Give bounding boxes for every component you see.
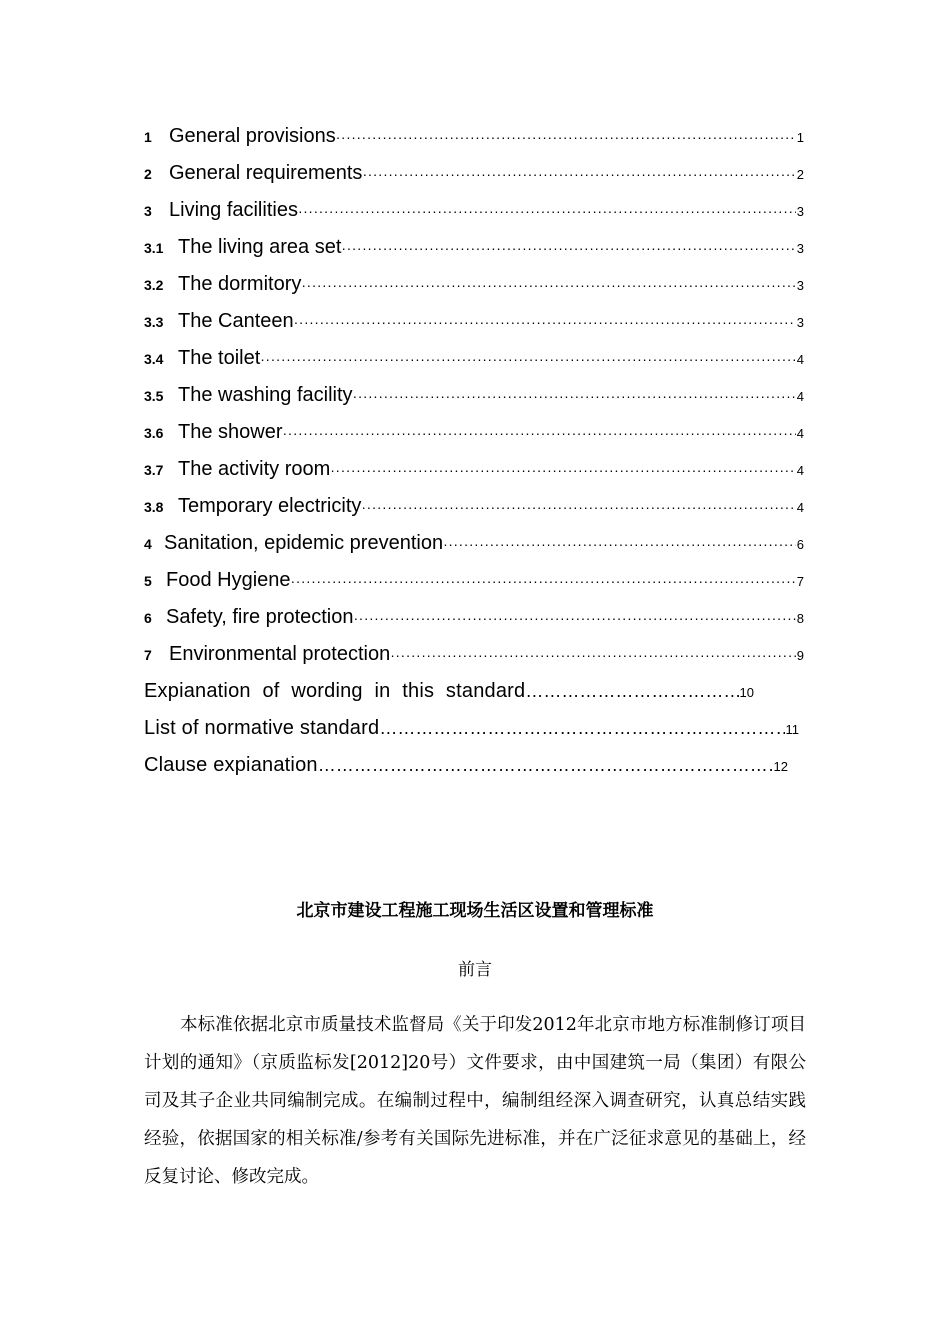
toc-dot-leader <box>443 526 796 562</box>
toc-entry-title: The Canteen <box>178 310 294 332</box>
toc-entry-title: List of normative standard <box>144 717 380 739</box>
toc-entry[interactable] <box>144 747 788 784</box>
toc-entry-title: Sanitation, epidemic prevention <box>164 532 444 554</box>
toc-entry-page: 3 <box>796 278 804 293</box>
toc-dot-leader <box>361 489 795 525</box>
toc-entry[interactable] <box>144 488 804 525</box>
toc-entry-number: 3.8 <box>144 499 164 515</box>
toc-entry-number: 6 <box>144 610 152 626</box>
toc-entry[interactable] <box>144 303 804 340</box>
toc-entry[interactable] <box>144 414 804 451</box>
toc-entry-number: 4 <box>144 536 152 552</box>
preface-paragraph: 本标准依据北京市质量技术监督局《关于印发2012年北京市地方标准制修订项目计划的通知》（京质监标发[2012]20号）文件要求，由中国建筑一局（集团）有限公司及其子企业共同编制完成。在编制过程中，编制组经深入调查研究，认真总结实践经验，依据国家的相关标准/参考有关国际先进标准，并在广泛征求意见的基础上，经反复讨论、修改完成。 <box>144 1015 806 1187</box>
toc-entry-number: 7 <box>144 647 152 663</box>
toc-entry-page: 6 <box>796 537 804 552</box>
toc-entry-page: 12 <box>773 759 788 774</box>
toc-entry[interactable] <box>144 192 804 229</box>
toc-dot-leader <box>354 600 796 636</box>
toc-entry[interactable] <box>144 562 804 599</box>
toc-entry-page: 2 <box>796 167 804 182</box>
toc-entry[interactable] <box>144 155 804 192</box>
toc-entry[interactable] <box>144 525 804 562</box>
toc-entry-number: 3.4 <box>144 351 164 367</box>
toc-entry-title: The washing facility <box>178 384 353 406</box>
toc-entry-page: 10 <box>739 685 754 700</box>
toc-entry-number: 3 <box>144 203 152 219</box>
toc-entry-title: Temporary electricity <box>178 495 362 517</box>
toc-entry-title: The living area set <box>178 236 342 258</box>
toc-entry-page: 4 <box>796 352 804 367</box>
toc-entry-page: 4 <box>796 500 804 515</box>
toc-dot-leader <box>362 156 795 192</box>
toc-dot-leader <box>283 415 796 451</box>
toc-dot-leader <box>353 378 796 414</box>
toc-entry-title: The dormitory <box>178 273 302 295</box>
toc-entry-page: 4 <box>796 389 804 404</box>
toc-dot-leader <box>301 267 795 303</box>
toc-entry-page: 4 <box>796 426 804 441</box>
table-of-contents <box>144 118 804 784</box>
toc-entry-title: Clause expianation <box>144 754 318 776</box>
toc-entry-title: The activity room <box>178 458 331 480</box>
toc-entry-number: 3.2 <box>144 277 164 293</box>
toc-entry-number: 3.6 <box>144 425 164 441</box>
toc-entry-title: Living facilities <box>169 199 298 221</box>
toc-entry-page: 8 <box>796 611 804 626</box>
toc-dot-leader <box>379 710 784 747</box>
toc-entry-number: 1 <box>144 129 152 145</box>
toc-entry[interactable] <box>144 377 804 414</box>
toc-entry-number: 5 <box>144 573 152 589</box>
toc-entry[interactable] <box>144 599 804 636</box>
document-title: 北京市建设工程施工现场生活区设置和管理标准 <box>296 901 654 921</box>
toc-entry-title: Safety, fire protection <box>166 606 354 628</box>
toc-entry-title: Expianation of wording in this standard <box>144 680 526 702</box>
toc-entry[interactable] <box>144 636 804 673</box>
toc-entry[interactable] <box>144 451 804 488</box>
toc-dot-leader <box>336 119 796 155</box>
toc-entry-number: 3.1 <box>144 240 164 256</box>
toc-entry-number: 3.3 <box>144 314 164 330</box>
toc-entry-title: General provisions <box>169 125 336 147</box>
toc-entry[interactable] <box>144 229 804 266</box>
toc-dot-leader <box>525 673 738 710</box>
toc-entry-number: 2 <box>144 166 152 182</box>
toc-entry-page: 9 <box>796 648 804 663</box>
toc-dot-leader <box>298 193 796 229</box>
toc-entry[interactable] <box>144 266 804 303</box>
toc-entry-page: 1 <box>796 130 804 145</box>
toc-entry[interactable] <box>144 710 799 747</box>
toc-entry-page: 4 <box>796 463 804 478</box>
toc-dot-leader <box>260 341 796 377</box>
toc-entry[interactable] <box>144 673 754 710</box>
preface-heading: 前言 <box>458 960 492 980</box>
toc-dot-leader <box>341 230 795 266</box>
toc-entry-number: 3.7 <box>144 462 164 478</box>
toc-entry-title: General requirements <box>169 162 363 184</box>
toc-entry-page: 11 <box>785 722 799 737</box>
toc-entry-title: Food Hygiene <box>166 569 291 591</box>
toc-entry[interactable] <box>144 118 804 155</box>
toc-entry-title: The shower <box>178 421 283 443</box>
toc-entry-page: 3 <box>796 315 804 330</box>
toc-entry-page: 3 <box>796 241 804 256</box>
toc-entry-page: 7 <box>796 574 804 589</box>
toc-dot-leader <box>294 304 796 340</box>
toc-dot-leader <box>330 452 796 488</box>
toc-entry[interactable] <box>144 340 804 377</box>
toc-entry-title: Environmental protection <box>169 643 391 665</box>
toc-dot-leader <box>291 563 796 599</box>
toc-entry-page: 3 <box>796 204 804 219</box>
toc-entry-title: The toilet <box>178 347 261 369</box>
toc-dot-leader <box>318 747 773 784</box>
toc-entry-number: 3.5 <box>144 388 164 404</box>
toc-dot-leader <box>390 637 796 673</box>
